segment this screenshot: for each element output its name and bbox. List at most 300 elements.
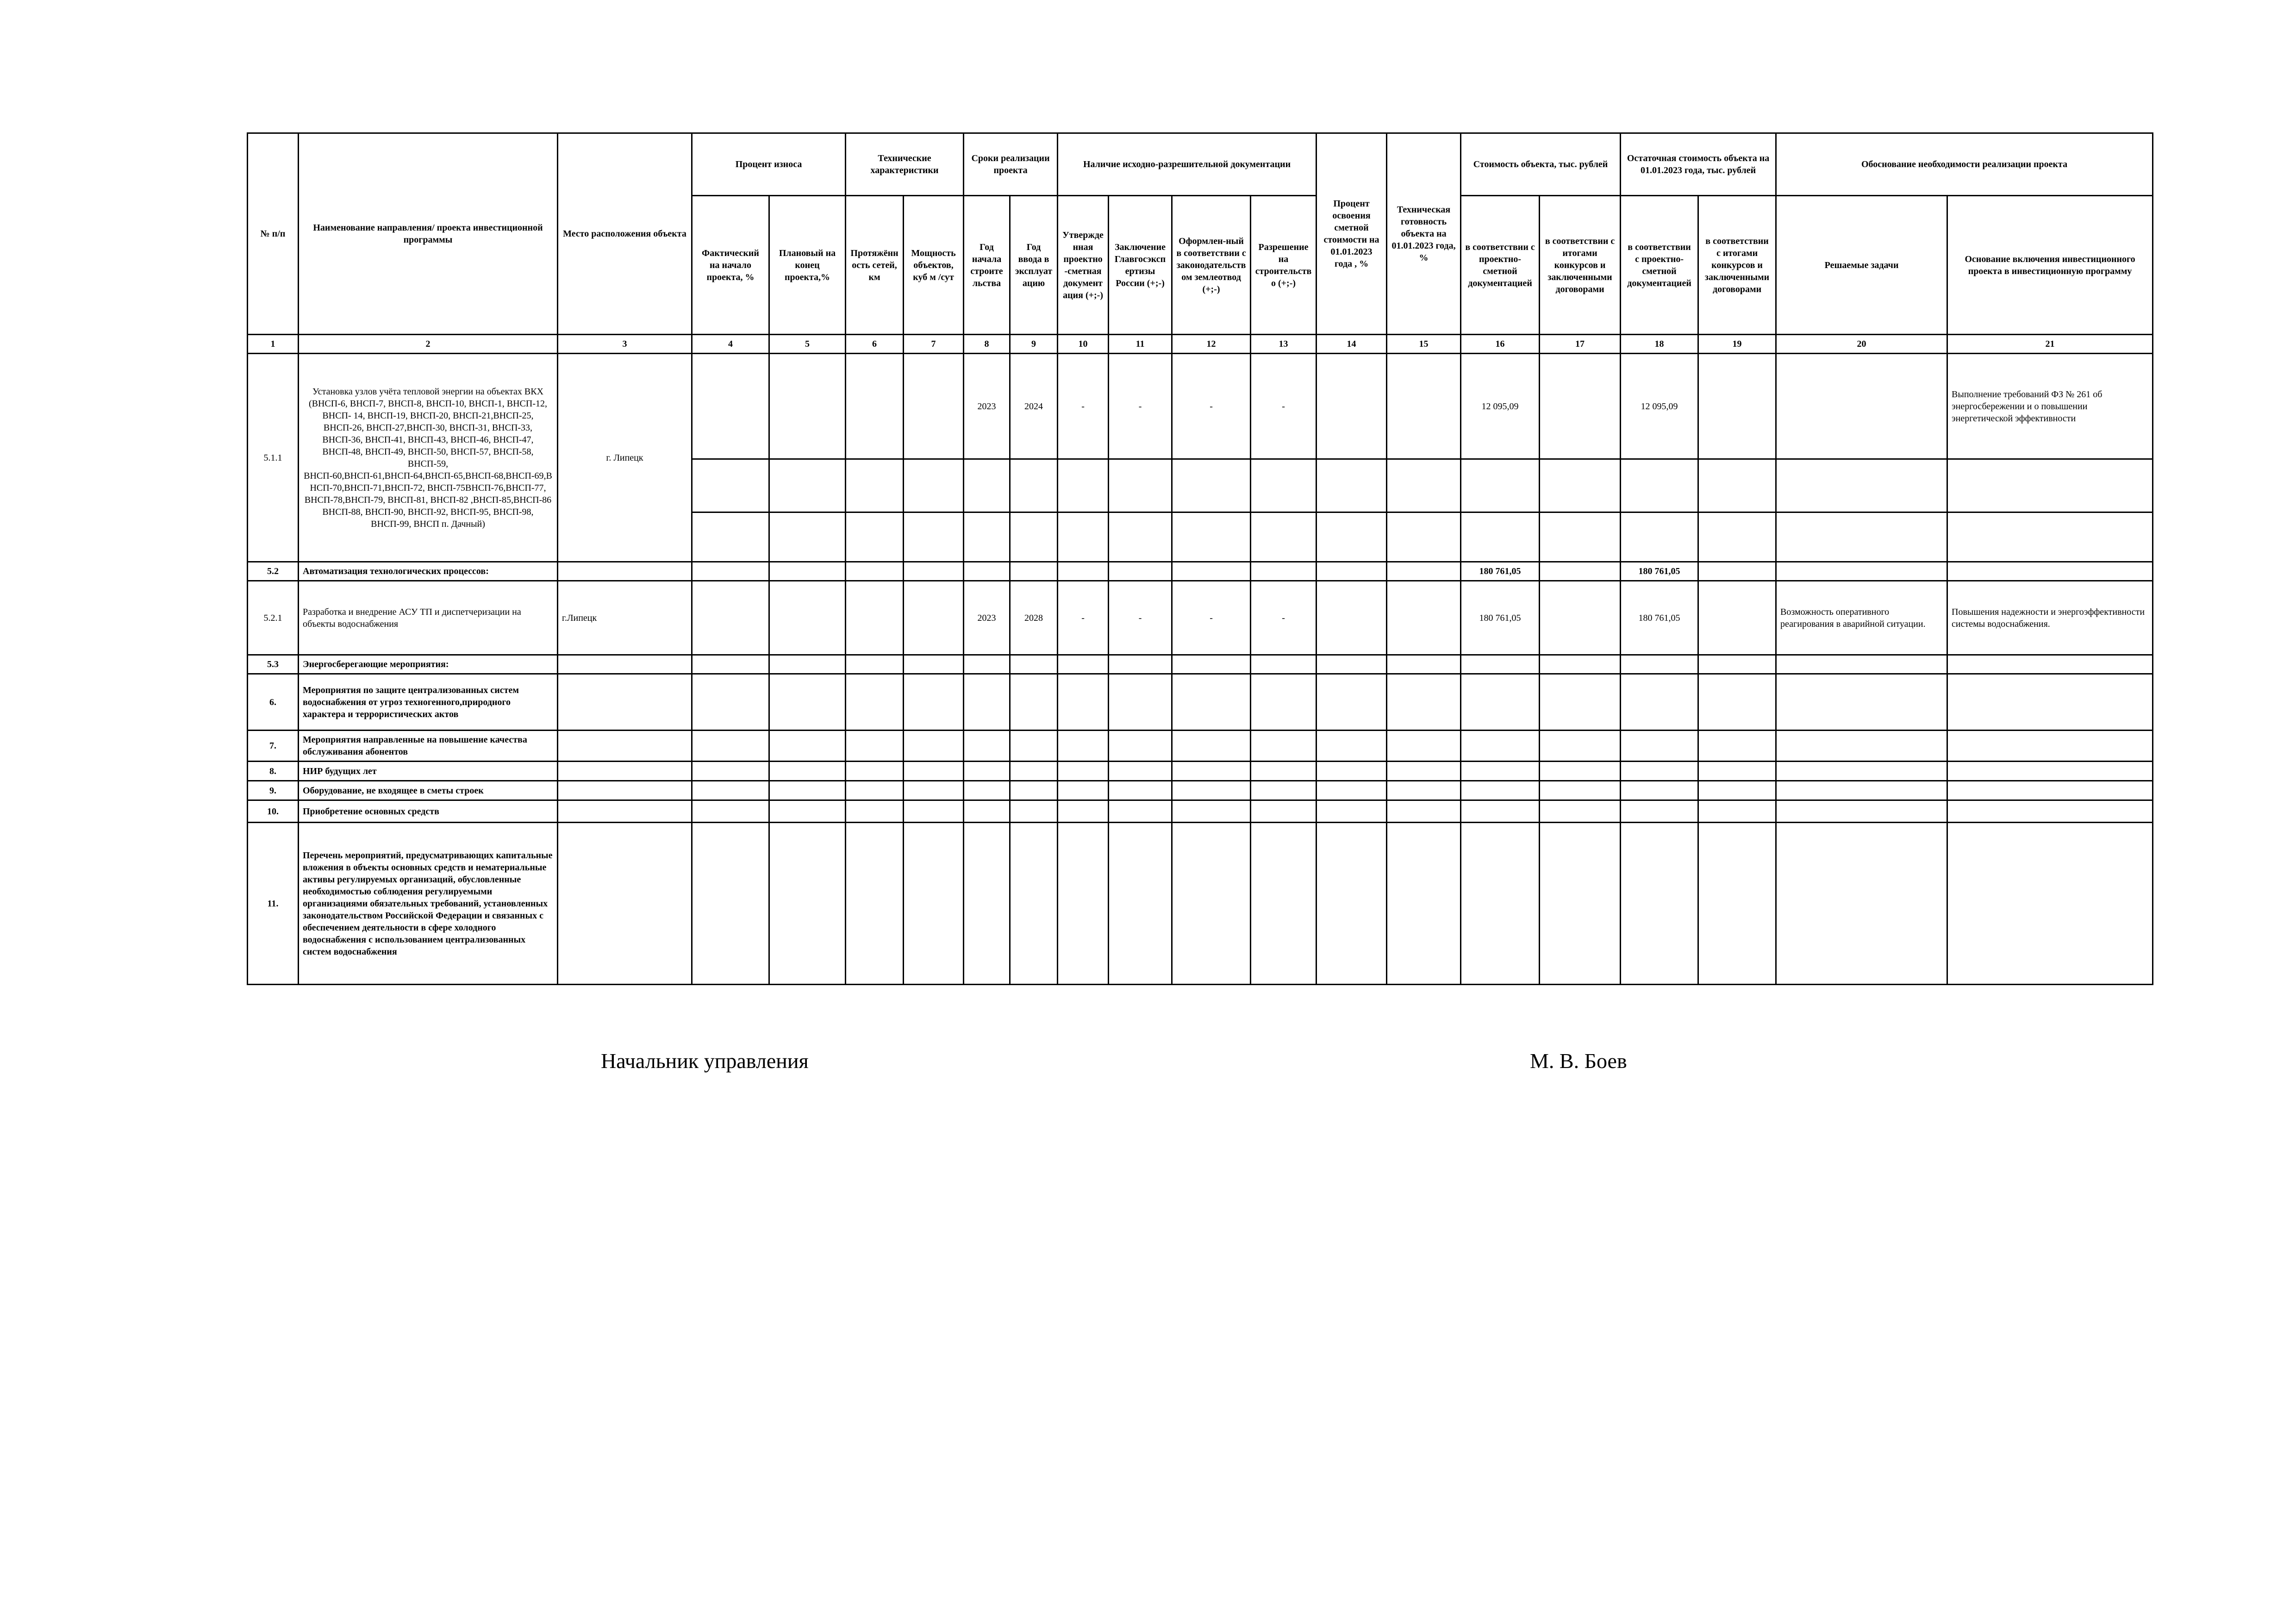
cell [1387,562,1461,581]
column-number: 20 [1776,335,1947,354]
cell [846,459,904,512]
cell [1461,781,1540,800]
row-number: 6. [248,674,299,731]
cell [904,800,964,823]
cell [1109,512,1172,562]
column-number: 19 [1698,335,1776,354]
header-location: Место расположения объекта [558,133,692,335]
cell [692,800,769,823]
cell [904,354,964,459]
cell [1776,562,1947,581]
row-number: 5.1.1 [248,354,299,562]
row-inclusion-basis: Выполнение требований ФЗ № 261 об энергосбережении и о повышении энергетической эффективности [1947,354,2153,459]
cell [964,731,1010,762]
header-group-row [248,133,2153,196]
cell [1698,562,1776,581]
cell [1621,512,1698,562]
row-expertise: - [1109,354,1172,459]
cell [904,762,964,781]
cell [904,512,964,562]
cell [1058,800,1109,823]
cell [1776,823,1947,985]
cell [1109,731,1172,762]
cell [1540,823,1621,985]
row-land-allocation: - [1172,581,1251,655]
table-row [248,731,2153,762]
cell [1058,655,1109,674]
table-row [248,655,2153,674]
cell [1947,655,2153,674]
table-row [248,562,2153,581]
row-project-name: Перечень мероприятий, предусматривающих капитальные вложения в объекты основных средств и нематериальные активы регулируемых организаций, обусловленные необходимостью соблюдения регулируемыми организациями обязательных требований, установленных законодательством Российской Федерации и связанных с обеспечением деятельности в сфере холодного водоснабжения с использованием централизованных систем водоснабжения [299,823,558,985]
cell [1621,823,1698,985]
cell [1316,781,1387,800]
cell [1698,823,1776,985]
cell [1109,562,1172,581]
cell [769,562,846,581]
cell [1172,674,1251,731]
cell [1010,655,1058,674]
cell [1540,762,1621,781]
cell [1947,562,2153,581]
row-project-name: Мероприятия по защите централизованных систем водоснабжения от угроз техногенного,природного характера и террористических актов [299,674,558,731]
cell [1058,731,1109,762]
row-project-name: Оборудование, не входящее в сметы строек [299,781,558,800]
row-tasks: Возможность оперативного реагирования в аварийной ситуации. [1776,581,1947,655]
cell [904,655,964,674]
column-number: 17 [1540,335,1621,354]
cell [1776,674,1947,731]
row-residual-psd: 12 095,09 [1621,354,1698,459]
row-year-commission: 2024 [1010,354,1058,459]
cell [1172,655,1251,674]
row-cost-psd: 12 095,09 [1461,354,1540,459]
cell [769,354,846,459]
column-number: 4 [692,335,769,354]
cell [1387,354,1461,459]
cell [1461,655,1540,674]
cell [1058,459,1109,512]
cell [1109,655,1172,674]
row-number: 5.2 [248,562,299,581]
cell [1251,655,1316,674]
cell [558,674,692,731]
cell [692,562,769,581]
cell [558,800,692,823]
cell [1172,512,1251,562]
column-number: 9 [1010,335,1058,354]
signature-position: Начальник управления [601,1049,809,1073]
cell [1316,655,1387,674]
row-number: 5.2.1 [248,581,299,655]
table-row [248,781,2153,800]
cell [1540,581,1621,655]
header-year-start: Год начала строительства [964,196,1010,335]
table-row [248,800,2153,823]
cell [1172,800,1251,823]
cell [964,459,1010,512]
table-row [248,762,2153,781]
cell [769,581,846,655]
cell [1316,512,1387,562]
cell [1109,762,1172,781]
cell [1251,781,1316,800]
cell [1251,800,1316,823]
cell [1387,781,1461,800]
column-number: 21 [1947,335,2153,354]
row-project-name: Установка узлов учёта тепловой энергии на объектах ВКХ (ВНСП-6, ВНСП-7, ВНСП-8, ВНСП-10, ВНСП-1, ВНСП-12, ВНСП- 14, ВНСП-19, ВНСП-20, ВНСП-21,ВНСП-25, ВНСП-26, ВНСП-27,ВНСП-30, ВНСП-31, ВНСП-33, ВНСП-36, ВНСП-41, ВНСП-43, ВНСП-46, ВНСП-47, ВНСП-48, ВНСП-49, ВНСП-50, ВНСП-57, ВНСП-58, ВНСП-59, ВНСП-60,ВНСП-61,ВНСП-64,ВНСП-65,ВНСП-68,ВНСП-69,ВНСП-70,ВНСП-71,ВНСП-72, ВНСП-75ВНСП-76,ВНСП-77, ВНСП-78,ВНСП-79, ВНСП-81, ВНСП-82 ,ВНСП-85,ВНСП-86 ВНСП-88, ВНСП-90, ВНСП-92, ВНСП-95, ВНСП-98, ВНСП-99, ВНСП п. Дачный) [299,354,558,562]
cell [904,581,964,655]
cell [1010,762,1058,781]
header-group-cost: Стоимость объекта, тыс. рублей [1461,133,1621,196]
cell [1698,354,1776,459]
header-residual-psd: в соответствии с проектно-сметной документацией [1621,196,1698,335]
cell [692,781,769,800]
cell [846,354,904,459]
cell [1316,581,1387,655]
cell [1540,731,1621,762]
header-group-residual: Остаточная стоимость объекта на 01.01.2023 года, тыс. рублей [1621,133,1776,196]
cell [769,674,846,731]
cell [1010,731,1058,762]
cell [1776,354,1947,459]
table-row [248,823,2153,985]
column-number: 15 [1387,335,1461,354]
cell [1947,800,2153,823]
cell [846,823,904,985]
cell [1387,823,1461,985]
cell [692,581,769,655]
cell [769,655,846,674]
row-project-name: НИР будущих лет [299,762,558,781]
row-project-name: Мероприятия направленные на повышение качества обслуживания абонентов [299,731,558,762]
cell [1387,674,1461,731]
cell [1947,781,2153,800]
cell [1251,762,1316,781]
cell [1058,562,1109,581]
cell [1540,512,1621,562]
cell [964,674,1010,731]
cell [692,731,769,762]
cell [769,800,846,823]
cell [1172,731,1251,762]
cell [846,781,904,800]
cell [1010,781,1058,800]
cell [1316,674,1387,731]
column-number: 8 [964,335,1010,354]
cell [1387,762,1461,781]
cell [1109,781,1172,800]
header-capacity: Мощность объектов, куб м /сут [904,196,964,335]
column-number: 6 [846,335,904,354]
cell [846,562,904,581]
cell [1251,459,1316,512]
cell [1698,674,1776,731]
cell [692,354,769,459]
cell [1058,781,1109,800]
cell [846,731,904,762]
column-number: 5 [769,335,846,354]
cell [1698,731,1776,762]
cell [1621,762,1698,781]
column-number: 13 [1251,335,1316,354]
row-project-name: Разработка и внедрение АСУ ТП и диспетчеризации на объекты водоснабжения [299,581,558,655]
header-residual-contracts: в соответствии с итогами конкурсов и заключенными договорами [1698,196,1776,335]
cell [1776,655,1947,674]
cell [964,823,1010,985]
cell [1172,562,1251,581]
header-network-length: Протяжённость сетей, км [846,196,904,335]
column-number: 12 [1172,335,1251,354]
cell [1387,459,1461,512]
cell [769,781,846,800]
cell [558,762,692,781]
row-cost-psd: 180 761,05 [1461,562,1540,581]
cell [1621,674,1698,731]
cell [1251,562,1316,581]
column-number: 1 [248,335,299,354]
row-number: 10. [248,800,299,823]
header-wear-actual: Фактический на начало проекта, % [692,196,769,335]
cell [964,800,1010,823]
header-tasks: Решаемые задачи [1776,196,1947,335]
row-year-commission: 2028 [1010,581,1058,655]
cell [1316,731,1387,762]
cell [1540,781,1621,800]
header-group-tech: Технические характеристики [846,133,964,196]
cell [1947,762,2153,781]
cell [769,459,846,512]
cell [1461,459,1540,512]
cell [1387,512,1461,562]
cell [1010,459,1058,512]
cell [692,655,769,674]
cell [964,762,1010,781]
cell [1058,674,1109,731]
cell [1251,674,1316,731]
cell [558,781,692,800]
signature-name: М. В. Боев [1530,1049,1627,1073]
cell [1698,781,1776,800]
cell [1316,762,1387,781]
cell [692,512,769,562]
investment-program-table [247,132,2153,985]
cell [1316,823,1387,985]
cell [1540,354,1621,459]
table-row [248,674,2153,731]
cell [964,512,1010,562]
cell [1947,459,2153,512]
cell [1540,459,1621,512]
cell [1172,781,1251,800]
cell [1540,674,1621,731]
row-number: 5.3 [248,655,299,674]
cell [1698,512,1776,562]
table-row [248,581,2153,655]
cell [1461,823,1540,985]
row-project-name: Приобретение основных средств [299,800,558,823]
cell [1387,731,1461,762]
cell [1461,512,1540,562]
header-expertise: Заключение Главгосэкспертизы России (+;-) [1109,196,1172,335]
header-tech-readiness: Техническая готовность объекта на 01.01.2023 года, % [1387,133,1461,335]
cell [1698,655,1776,674]
cell [1316,800,1387,823]
cell [1109,674,1172,731]
cell [1010,562,1058,581]
row-expertise: - [1109,581,1172,655]
cell [558,562,692,581]
cell [1387,800,1461,823]
header-group-wear: Процент износа [692,133,846,196]
cell [1461,674,1540,731]
row-cost-psd: 180 761,05 [1461,581,1540,655]
cell [692,459,769,512]
cell [1461,731,1540,762]
row-number: 8. [248,762,299,781]
cell [904,459,964,512]
cell [964,655,1010,674]
cell [692,762,769,781]
cell [1698,459,1776,512]
cell [1776,512,1947,562]
cell [1316,459,1387,512]
cell [1316,562,1387,581]
row-building-permit: - [1251,354,1316,459]
cell [1109,823,1172,985]
cell [904,731,964,762]
header-group-justification: Обоснование необходимости реализации проекта [1776,133,2153,196]
row-approved-docs: - [1058,581,1109,655]
cell [1621,731,1698,762]
column-number: 18 [1621,335,1698,354]
header-cost-contracts: в соответствии с итогами конкурсов и заключенными договорами [1540,196,1621,335]
row-number: 9. [248,781,299,800]
header-year-commission: Год ввода в эксплуатацию [1010,196,1058,335]
cell [1947,512,2153,562]
cell [1621,459,1698,512]
cell [846,581,904,655]
cell [1540,655,1621,674]
cell [1698,800,1776,823]
cell [692,674,769,731]
cell [1776,800,1947,823]
cell [1251,823,1316,985]
cell [558,655,692,674]
cell [1698,762,1776,781]
cell [846,655,904,674]
cell [1776,781,1947,800]
cell [1010,674,1058,731]
header-inclusion-basis: Основание включения инвестиционного проекта в инвестиционную программу [1947,196,2153,335]
cell [1058,512,1109,562]
row-year-start: 2023 [964,581,1010,655]
cell [1621,800,1698,823]
cell [692,823,769,985]
column-number: 3 [558,335,692,354]
cell [1540,562,1621,581]
cell [558,823,692,985]
cell [1010,823,1058,985]
header-building-permit: Разрешение на строительство (+;-) [1251,196,1316,335]
row-number: 7. [248,731,299,762]
row-residual-psd: 180 761,05 [1621,581,1698,655]
column-number: 14 [1316,335,1387,354]
cell [769,731,846,762]
cell [1540,800,1621,823]
cell [1251,512,1316,562]
cell [1010,512,1058,562]
cell [1776,731,1947,762]
row-project-name: Автоматизация технологических процессов: [299,562,558,581]
row-building-permit: - [1251,581,1316,655]
row-year-start: 2023 [964,354,1010,459]
header-group-terms: Сроки реализации проекта [964,133,1058,196]
cell [1058,762,1109,781]
row-land-allocation: - [1172,354,1251,459]
table-row [248,354,2153,459]
cell [1461,800,1540,823]
row-approved-docs: - [1058,354,1109,459]
column-number: 2 [299,335,558,354]
column-number: 16 [1461,335,1540,354]
cell [1947,674,2153,731]
cell [1947,731,2153,762]
header-approved-docs: Утвержденная проектно-сметная документация (+;-) [1058,196,1109,335]
cell [1621,781,1698,800]
cell [1947,823,2153,985]
cell [904,674,964,731]
cell [1172,762,1251,781]
cell [1251,731,1316,762]
column-numbers-row [248,335,2153,354]
header-percent-cost: Процент освоения сметной стоимости на 01.01.2023 года , % [1316,133,1387,335]
row-residual-psd: 180 761,05 [1621,562,1698,581]
cell [1461,762,1540,781]
cell [1109,800,1172,823]
header-wear-planned: Плановый на конец проекта,% [769,196,846,335]
cell [846,512,904,562]
cell [904,781,964,800]
cell [1316,354,1387,459]
cell [769,823,846,985]
cell [1698,581,1776,655]
cell [964,562,1010,581]
cell [1776,762,1947,781]
cell [1776,459,1947,512]
cell [1010,800,1058,823]
row-number: 11. [248,823,299,985]
row-project-name: Энергосберегающие мероприятия: [299,655,558,674]
cell [1172,459,1251,512]
header-cost-psd: в соответствии с проектно-сметной документацией [1461,196,1540,335]
header-land-allocation: Оформлен-ный в соответствии с законодательством землеотвод (+;-) [1172,196,1251,335]
row-location: г. Липецк [558,354,692,562]
cell [558,731,692,762]
cell [904,823,964,985]
header-group-docs: Наличие исходно-разрешительной документации [1058,133,1316,196]
cell [769,512,846,562]
cell [1387,655,1461,674]
cell [964,781,1010,800]
row-location: г.Липецк [558,581,692,655]
cell [1109,459,1172,512]
column-number: 7 [904,335,964,354]
column-number: 10 [1058,335,1109,354]
column-number: 11 [1109,335,1172,354]
cell [846,800,904,823]
row-inclusion-basis: Повышения надежности и энергоэффективности системы водоснабжения. [1947,581,2153,655]
